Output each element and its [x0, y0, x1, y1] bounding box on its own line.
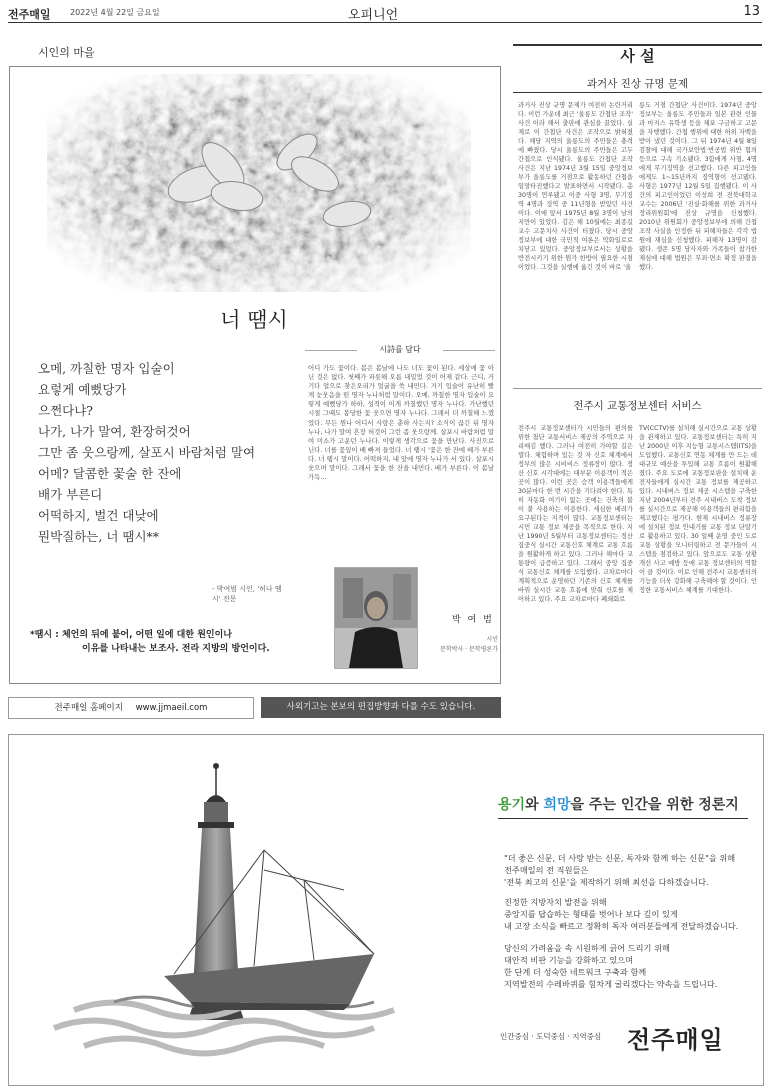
poem-title: 너 땜시: [220, 308, 288, 332]
ad-line: 지역발전의 수레바퀴를 힘차게 굴리겠다는 약속을 드립니다.: [504, 979, 718, 989]
footnote-line: 이유를 나타내는 보조사. 전라 지방의 방언이다.: [82, 644, 270, 654]
ad-line: 전주매일의 전 직원들은: [504, 865, 589, 875]
commentary-label: 시詩를 담다: [379, 345, 421, 354]
homepage-link[interactable]: www.jjmaeil.com: [135, 703, 208, 713]
slogan-underline: [498, 818, 748, 819]
slogan-connector: 와: [525, 797, 544, 813]
ad-paragraph-1: [504, 852, 754, 888]
ad-line: 당신의 가려움을 속 시원하게 긁어 드리기 위해: [504, 943, 670, 953]
commentary-text: 어디 가도 꽃이다. 봄은 봄날에 나도 너도 꽃이 된다. 세상에 꽃 아닌 것은 없다. 첫째가 파릇해 오름 내밀었 것이 어제 같다. 근디, 거기다 얼으로 찾은오리가 얼굴을 쑥 내민다. 거기 입술이 유난히 빨게 눈웃음을 띤 명자 누나처럼 말이다. 오메, 까칠한 명자 입술이 요렇게 예뻤당가 하하, 성적이 이게 까칠했던 명자 누나다. 가난했던 시절 그때도 봉당한 꽃 웃으면 명자 누나다. 그래서 더 까칠해 느꼈었다. 무든 뭔나 어디서 사랑은 춘하 사는지? 소식이 끊긴 뒤 명자 누나, 나가 말여 흔장 허것어 그런 좀 웃으랑께. 살포시 바람처럼 말여 미소가 고운던 누나다. 이렇게 생각으로 꽃을 만난다. 사진으로 닌다. 너를 꽃잎이 배 빠져 들었다. 너 땜시 '꽃은 한 잔에 배가 부른다. 너 땜시 말이다. 어떡하지, 내 앞에 명자 누나가 서 있다. 살포시 웃으며 말이다. 그래서 꽃을 한 잔을 내민다. 배가 부른다. 이 봄날 가득...: [308, 364, 494, 482]
slogan-word-hope: 희망: [543, 797, 571, 813]
poem-line: 그만 좀 웃으랑께, 살포시 바람처럼 말여: [38, 445, 256, 460]
ad-slogan: [498, 794, 739, 814]
poem-line: 배가 부른디: [38, 487, 103, 502]
ad-line: '전북 최고의 신문'을 제작하기 위해 최선을 다하겠습니다.: [504, 877, 709, 887]
editorial-heading: 사 설: [620, 47, 655, 65]
author-info: [438, 635, 498, 655]
ad-line: 한 단계 더 성숙한 네트워크 구축과 함께: [504, 967, 647, 977]
ad-paragraph-3: [504, 942, 754, 990]
ad-line: 내 고장 소식을 빠르고 정확히 독자 여러분들에게 전달하겠습니다.: [504, 921, 739, 931]
disclaimer-bar: 사외기고는 본보의 편집방향과 다를 수도 있습니다.: [261, 697, 501, 718]
author-info-line: 시인: [486, 636, 498, 643]
editorial-2-column-right: TV(CCTV)를 설치해 실시간으로 교통 상황을 관제하고 있다. 교통정보센터는 특히 지난 2000년 이후 지능형 교통시스템(ITS)을 도입했다. 교통신호 연동 체계를 만 드는 데 대규모 예산을 투입해 교통 흐름이 원활해졌다. 주요 도로에 교통정보판을 설치해 운전자들에게 실시간 교통 정보를 제공하고 있다. 시내버스 정보 제공 시스템을 구축한 지난 2004년부터 전주 시내버스 도착 정보를 실시간으로 제공해 이용객들의 편리함을 제고했다는 평가다. 현재 시내버스 정류장에 설치된 정보 안내기를 교통 정보 단말기로 활용하고 있다. 30 일째 운영 중인 도로 교통 상황을 모니터링하고 전 문가들이 시스템을 점검하고 있다. 앞으로도 교통 상황 개선 사고 예방 등에 교통 정보센터의 역할이 클 것이다. 이로 인해 전주시 교통센터의 기능을 더욱 강화해 구축해야 할 것이다. 인정한 교통서비스 체계를 기대한다.: [639, 425, 757, 594]
brand-logo: 전주매일: [627, 1026, 724, 1054]
footnote-line: *땜시 : 체언의 뒤에 붙어, 어떤 일에 대한 원인이나: [30, 630, 232, 640]
author-name: 박 여 범: [452, 615, 494, 625]
poem-line: 오메, 까칠한 명자 입술이: [38, 361, 175, 376]
ad-line: 대안적 비판 기능을 강화하고 있으며: [504, 955, 634, 965]
ad-paragraph-2: [504, 896, 754, 932]
homepage-bar: [8, 697, 254, 719]
poem-footnote: [30, 628, 300, 656]
slogan-word-courage: 용기: [498, 797, 526, 813]
editorial-1-column-right: 릉도 거점 간첩단' 사건이다. 1974년 중앙정보부는 울릉도 주민들과 일본 관련 인물과 마지스 유학생 등을 체포 구금하고 고문을 자행했다. 간첩 행위에 대한 허위 자백을 받아 냈던 것이다. 그 뒤 1974년 4월 8일 검찰에 대해 국가보안법·반공법 위반 혐의 등으로 구속 기소됐다. 3함에게 사형, 4명에게 무기징역을 선고했다. 다른 피고인들에게도 1~15년까지 징역형이 선고됐다. 사형은 1977년 12월 5일 집행됐다. 이 사건의 피고인이었던 이성희 전 전북대학교 교수는 2006년 '진실·화해를 위한 과거사정리위원회'에 진상 규명을 신청했다. 2010년 위원회가 중앙정보부에 의해 간첩 조작 사실을 인정한 뒤 피해자들은 각각 법원에 재심을 신청했다. 피해자 13명이 감 됐다. 생존 5명 당사자와 가족들이 참가한 재심에 대해 법원은 무죄·면소 확정 판결을 했다.: [639, 102, 757, 271]
masthead-section: 오피니언: [348, 8, 399, 23]
homepage-label: 전주매일 홈페이지: [54, 703, 123, 713]
poem-line: 어떡하지, 벌건 대낮에: [38, 508, 159, 523]
poem-text: [38, 358, 298, 547]
flower-photo: [47, 74, 471, 292]
editorial-title-2: 전주시 교통정보센터 서비스: [573, 400, 702, 412]
ad-tagline: 인간중심 · 도덕중심 · 지역중심: [500, 1032, 602, 1041]
poem-line: 으쩐다냐?: [38, 403, 94, 418]
lighthouse-ship-illustration: [14, 740, 474, 1080]
editorial-title-1: 과거사 진상 규명 문제: [586, 78, 689, 90]
author-info-line: 문학박사 · 문학평론가: [440, 646, 498, 653]
masthead-brand: 전주매일: [8, 8, 51, 21]
ad-line: 중앙지를 답습하는 형태를 벗어나 보다 깊이 있게: [504, 909, 678, 919]
author-photo: [334, 567, 418, 669]
poem-line: 나가, 나가 말여, 환장허것어: [38, 424, 191, 439]
ad-line: "더 좋은 신문, 더 사랑 받는 신문, 독자와 함께 하는 신문"을 위해: [504, 853, 736, 863]
poem-corner-label: 시인의 마을: [38, 46, 95, 59]
poem-credit: - 박여범 시인, '허나 땜시' 전문: [212, 585, 282, 603]
page-number: 13: [743, 4, 760, 19]
editorial-1-column-left: 과거사 진상 규명 문제가 여전히 논란거리다. 이런 가운데 최근 '울릉도 간첩단 조작' 사건 이라 해서 출판에 관심을 끌었다. 실제로 이 간첩단 사건은 조작으로 밝혀졌다. 해당 지역의 울릉도의 주민들은 충격에 빠졌다. 당시 울릉도의 주민들은 고두 간첩으로 인식됐다. 울릉도 간첩단 조작 사건은 지난 1974년 3월 15일 중앙정보부가 울릉도를 거점으로 활동하던 간첩을 일망타진했다고 발표하면서 시작됐다. 총 30명이 연루됐고 이중 사형 3명, 무기징역 4명과 징역 중 11년형을 받았던 사건이다. 이에 앞서 1975년 8월 3명이 남의 지만이 있었다. 김은 해 10월에는 최종길 교수 고문치사 사건이 터졌다. 당시 중앙정보부에 대한 국민적 여론은 악화일로로 치닫고 있었다. 중앙정보부로서는 상황을 반전시키기 위한 뭔가 한방이 필요한 시점이었다. 그것을 실행에 옮긴 것이 바로 '울: [518, 102, 633, 271]
editorial-2-column-left: 전주시 교통정보센터가 시민들의 편의를 위한 첨단 교통서비스 제공의 주역으로 자리매김 했다. 그러나 여전히 가야할 길은 멀다. 체험하며 있는 것 자 신호 체계에서 정부의 많은 시비비스 정류장이 많다. 정산 신호 시각대에는 대부분 이용객이 적은 곳이 많다. 이런 곳은 승객 이용객들에게 30분마다 한 번 시간을 기다려야 한다. 특히 자동화 여기이 없는 곳에는 건축의 불이 붙 사용하는 이용한다. 세심한 배려가 요구된다는 지적이 많다. 교통정보센터는 시민 교통 정보 제공을 목적으로 한다. 지난 1990년 5월부터 교통정보센터는 정산 집중식 실시간 교통신호 체계로 교통 흐름을 원활하게 하고 있다. 그러나 해마다 교통량이 급증하고 있다. 그래서 중앙 집중식 교통신호 체계를 도입했다. 교차로마다 계획적으로 운영하던 기존의 신호 체계를 바꿔 실시간 교통 흐름에 맞춰 신호를 제어하고 있다. 주요 교차로마다 폐쇄회로: [518, 425, 633, 603]
poem-line: 어메? 달콤한 꽃술 한 잔에: [38, 466, 182, 481]
ad-line: 진정한 지방자치 발전을 위해: [504, 897, 607, 907]
poem-line: 뭔박질하는, 너 땜시**: [38, 529, 160, 544]
page-masthead: [8, 6, 762, 23]
masthead-date: 2022년 4월 22일 금요일: [70, 8, 160, 17]
slogan-rest: 을 주는 인간을 위한 정론지: [570, 797, 739, 813]
poem-line: 요렇게 예뻤당가: [38, 382, 127, 397]
commentary-heading: [305, 344, 495, 356]
